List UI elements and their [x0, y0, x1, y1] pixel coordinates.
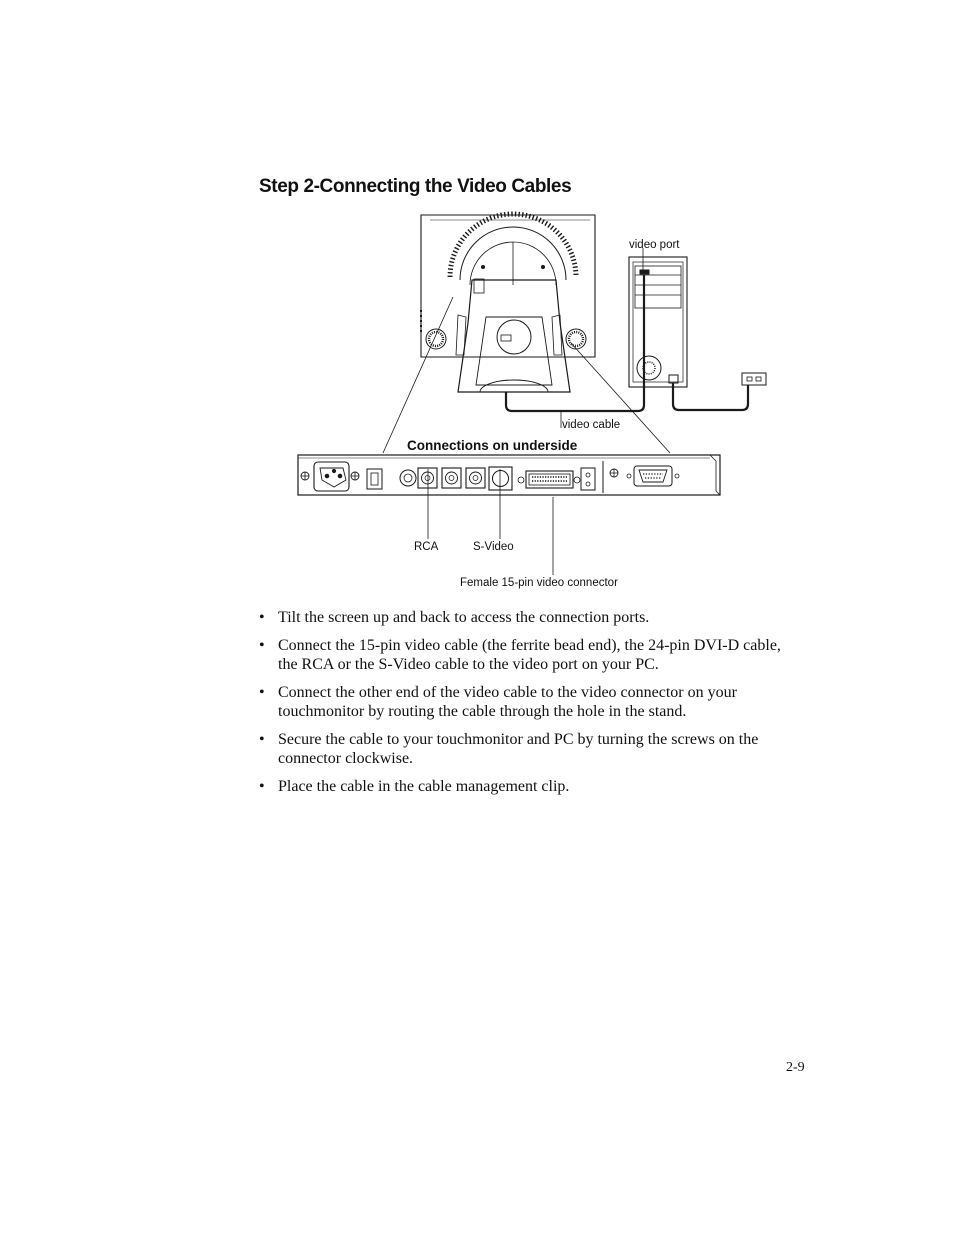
rca-label: RCA: [414, 541, 439, 553]
bullet-symbol: •: [259, 777, 265, 795]
bullet-symbol: •: [259, 683, 265, 701]
connection-diagram: [290, 205, 770, 600]
pc-tower-illustration: [629, 257, 766, 387]
video-port-label: video port: [629, 239, 680, 251]
bullet-symbol: •: [259, 730, 265, 748]
instruction-list: [259, 608, 804, 804]
bullet-symbol: •: [259, 609, 265, 626]
list-item-text: Secure the cable to your touchmonitor and PC by turning the screws on the connector clockwise.: [278, 730, 759, 767]
list-item: [259, 608, 804, 628]
connections-title-label: Connections on underside: [407, 438, 578, 453]
list-item-text: Connect the 15-pin video cable (the ferrite bead end), the 24-pin DVI-D cable, the RCA or the S-Video cable to the video port on your PC.: [278, 636, 781, 673]
list-item: [259, 683, 804, 722]
page-number: 2-9: [786, 1060, 805, 1075]
s-video-label: S-Video: [473, 541, 514, 553]
list-item-text: Tilt the screen up and back to access the connection ports.: [278, 609, 650, 626]
female-connector-label: Female 15-pin video connector: [460, 577, 618, 589]
monitor-back-illustration: [421, 214, 595, 392]
section-heading: Step 2-Connecting the Video Cables: [259, 176, 572, 197]
connection-diagram-drawing: [290, 205, 770, 600]
list-item: [259, 777, 804, 797]
list-item-text: Connect the other end of the video cable to the video connector on your touchmonitor by routing the cable through the hole in the stand.: [278, 683, 737, 720]
list-item: [259, 730, 804, 769]
list-item-text: Place the cable in the cable management clip.: [278, 777, 570, 795]
video-cable-label: video cable: [562, 419, 621, 431]
bullet-symbol: •: [259, 636, 265, 654]
cables: [506, 275, 748, 411]
connection-panel-illustration: [298, 455, 720, 495]
list-item: [259, 636, 804, 675]
